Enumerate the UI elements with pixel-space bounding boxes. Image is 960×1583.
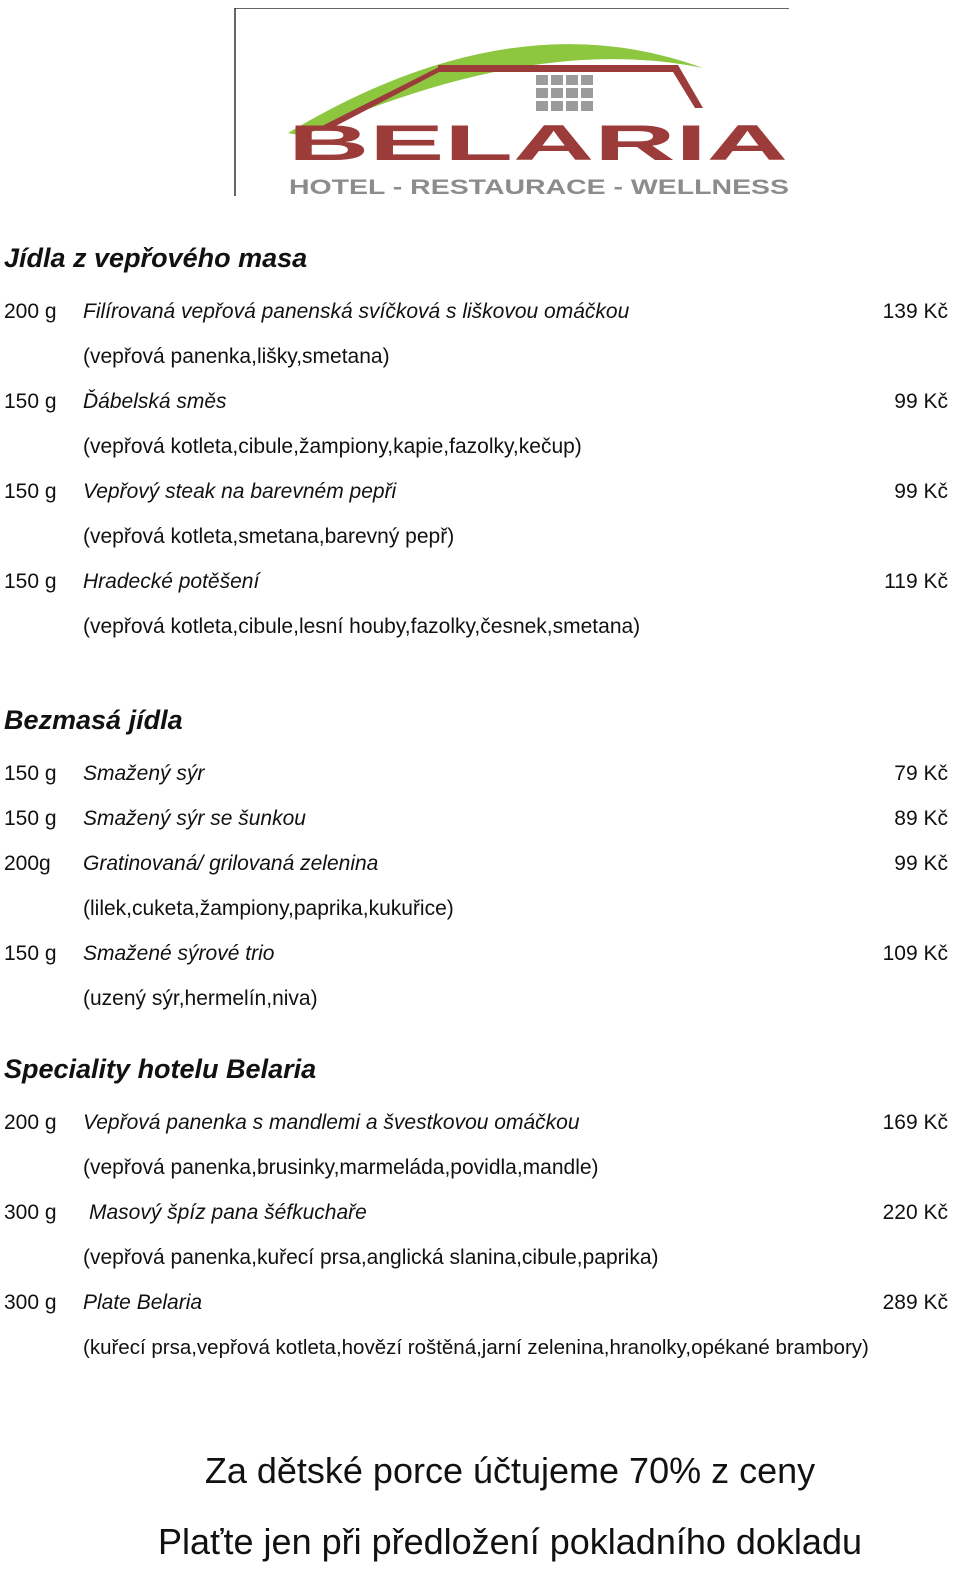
item-weight: 200 g — [4, 1111, 57, 1134]
item-name: Smažený sýr se šunkou — [83, 807, 306, 830]
item-weight: 200g — [4, 852, 51, 875]
item-price: 89 Kč — [894, 807, 948, 830]
menu-item — [0, 300, 948, 330]
item-weight: 300 g — [4, 1291, 57, 1314]
item-price: 99 Kč — [894, 390, 948, 413]
item-ingredients: (uzený sýr,hermelín,niva) — [83, 987, 318, 1010]
item-name: Vepřový steak na barevném pepři — [83, 480, 397, 503]
item-price: 139 Kč — [882, 300, 948, 323]
item-ingredients: (kuřecí prsa,vepřová kotleta,hovězí roštěná,jarní zelenina,hranolky,opékané brambory) — [83, 1336, 869, 1359]
item-name: Ďábelská směs — [83, 390, 227, 413]
logo-tagline: HOTEL - RESTAURACE - WELLNESS — [289, 176, 789, 198]
menu-item — [0, 480, 948, 510]
item-ingredients: (vepřová kotleta,cibule,lesní houby,fazolky,česnek,smetana) — [83, 615, 641, 638]
item-price: 99 Kč — [894, 852, 948, 875]
menu-item — [0, 762, 948, 792]
item-price: 109 Kč — [882, 942, 948, 965]
item-ingredients: (vepřová panenka,brusinky,marmeláda,povidla,mandle) — [83, 1156, 599, 1179]
belaria-logo-graphic — [233, 8, 791, 198]
item-price: 119 Kč — [884, 570, 948, 593]
item-weight: 150 g — [4, 762, 57, 785]
menu-item — [0, 852, 948, 882]
item-name: Masový špíz pana šéfkuchaře — [89, 1201, 367, 1224]
item-weight: 150 g — [4, 807, 57, 830]
item-weight: 300 g — [4, 1201, 57, 1224]
item-name: Gratinovaná/ grilovaná zelenina — [83, 852, 379, 875]
item-ingredients: (vepřová panenka,lišky,smetana) — [83, 345, 390, 368]
item-weight: 150 g — [4, 480, 57, 503]
section-title-meatless: Bezmasá jídla — [4, 705, 183, 735]
item-weight: 150 g — [4, 942, 57, 965]
item-ingredients: (lilek,cuketa,žampiony,paprika,kukuřice) — [83, 897, 454, 920]
item-price: 99 Kč — [894, 480, 948, 503]
menu-item — [0, 1111, 948, 1141]
section-title-specialities: Speciality hotelu Belaria — [4, 1054, 317, 1084]
item-ingredients: (vepřová panenka,kuřecí prsa,anglická slanina,cibule,paprika) — [83, 1246, 659, 1269]
payment-note: Plaťte jen při předložení pokladního dokladu — [158, 1521, 862, 1562]
item-ingredients: (vepřová kotleta,cibule,žampiony,kapie,fazolky,kečup) — [83, 435, 582, 458]
item-price: 289 Kč — [882, 1291, 948, 1314]
menu-item — [0, 807, 948, 837]
item-name: Smažený sýr — [83, 762, 205, 785]
item-price: 79 Kč — [894, 762, 948, 785]
item-name: Filírovaná vepřová panenská svíčková s liškovou omáčkou — [83, 300, 630, 323]
item-name: Smažené sýrové trio — [83, 942, 275, 965]
item-name: Vepřová panenka s mandlemi a švestkovou omáčkou — [83, 1111, 580, 1134]
menu-item — [0, 1291, 948, 1321]
item-price: 169 Kč — [882, 1111, 948, 1134]
item-weight: 150 g — [4, 390, 57, 413]
menu-item — [0, 390, 948, 420]
menu-item — [0, 1201, 948, 1231]
item-name: Hradecké potěšení — [83, 570, 260, 593]
menu-item — [0, 570, 948, 600]
section-title-pork: Jídla z vepřového masa — [4, 243, 308, 273]
item-weight: 200 g — [4, 300, 57, 323]
window-grid-icon — [536, 75, 593, 111]
item-name: Plate Belaria — [83, 1291, 203, 1314]
item-weight: 150 g — [4, 570, 57, 593]
hotel-logo — [233, 8, 791, 198]
item-ingredients: (vepřová kotleta,smetana,barevný pepř) — [83, 525, 455, 548]
menu-item — [0, 942, 948, 972]
logo-wordmark: BELARIA — [288, 115, 788, 171]
item-price: 220 Kč — [882, 1201, 948, 1224]
children-portion-note: Za dětské porce účtujeme 70% z ceny — [204, 1450, 816, 1491]
